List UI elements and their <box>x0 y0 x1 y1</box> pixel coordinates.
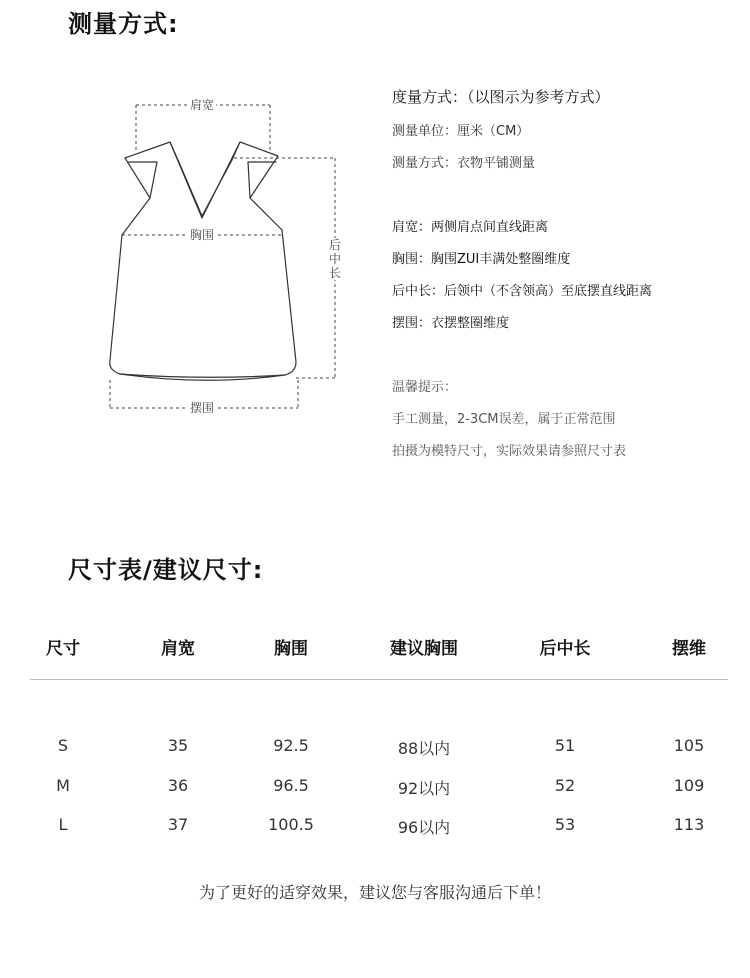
cell-hem: 105 <box>673 736 705 755</box>
chest-label: 胸围 <box>190 228 215 242</box>
vest-illustration <box>100 90 350 430</box>
cell-back-length: 52 <box>554 776 576 795</box>
definition-shoulder: 肩宽：两侧肩点间直线距离 <box>392 220 549 235</box>
cell-back-length: 51 <box>554 736 576 755</box>
shoulder-width-label: 肩宽 <box>190 98 215 112</box>
tip-heading: 温馨提示： <box>392 380 458 395</box>
measure-method: 测量方式：衣物平铺测量 <box>392 156 536 171</box>
definition-chest: 胸围：胸围ZUI丰满处整圈维度 <box>392 252 571 267</box>
cell-suggest-chest: 92以内 <box>397 779 451 798</box>
cell-suggest-chest: 88以内 <box>397 739 451 758</box>
cell-size: M <box>56 776 70 795</box>
garment-diagram <box>100 90 350 430</box>
tip-error-range: 手工测量，2-3CM误差，属于正常范围 <box>392 412 616 427</box>
header-hem: 摆维 <box>672 639 706 659</box>
table-row <box>0 815 750 837</box>
cell-shoulder: 35 <box>167 736 189 755</box>
header-suggest-chest: 建议胸围 <box>390 639 458 659</box>
back-length-label: 后中长 <box>328 238 341 280</box>
header-back-length: 后中长 <box>539 639 591 659</box>
table-row <box>0 776 750 798</box>
size-section-title: 尺寸表/建议尺寸: <box>68 556 264 584</box>
table-divider <box>30 679 728 680</box>
cell-back-length: 53 <box>554 815 576 834</box>
measure-section-title: 测量方式: <box>68 10 179 38</box>
measure-unit: 测量单位：厘米（CM） <box>392 124 530 139</box>
header-chest: 胸围 <box>274 639 308 659</box>
cell-chest: 92.5 <box>273 736 309 755</box>
cell-size: S <box>57 736 69 755</box>
cell-shoulder: 37 <box>167 815 189 834</box>
tip-model-size: 拍摄为模特尺寸，实际效果请参照尺寸表 <box>392 444 627 459</box>
cell-hem: 109 <box>673 776 705 795</box>
header-size: 尺寸 <box>46 639 80 659</box>
cell-size: L <box>58 815 68 834</box>
definition-back-length: 后中长：后领中（不含领高）至底摆直线距离 <box>392 284 653 299</box>
measure-method-heading: 度量方式：（以图示为参考方式） <box>392 88 610 106</box>
hem-label: 摆围 <box>190 401 215 415</box>
footer-advice: 为了更好的适穿效果，建议您与客服沟通后下单！ <box>198 883 551 902</box>
header-shoulder: 肩宽 <box>161 639 195 659</box>
cell-chest: 96.5 <box>273 776 309 795</box>
table-row <box>0 736 750 758</box>
cell-suggest-chest: 96以内 <box>397 818 451 837</box>
cell-chest: 100.5 <box>268 815 314 834</box>
definition-hem: 摆围：衣摆整圈维度 <box>392 316 510 331</box>
cell-shoulder: 36 <box>167 776 189 795</box>
cell-hem: 113 <box>673 815 705 834</box>
